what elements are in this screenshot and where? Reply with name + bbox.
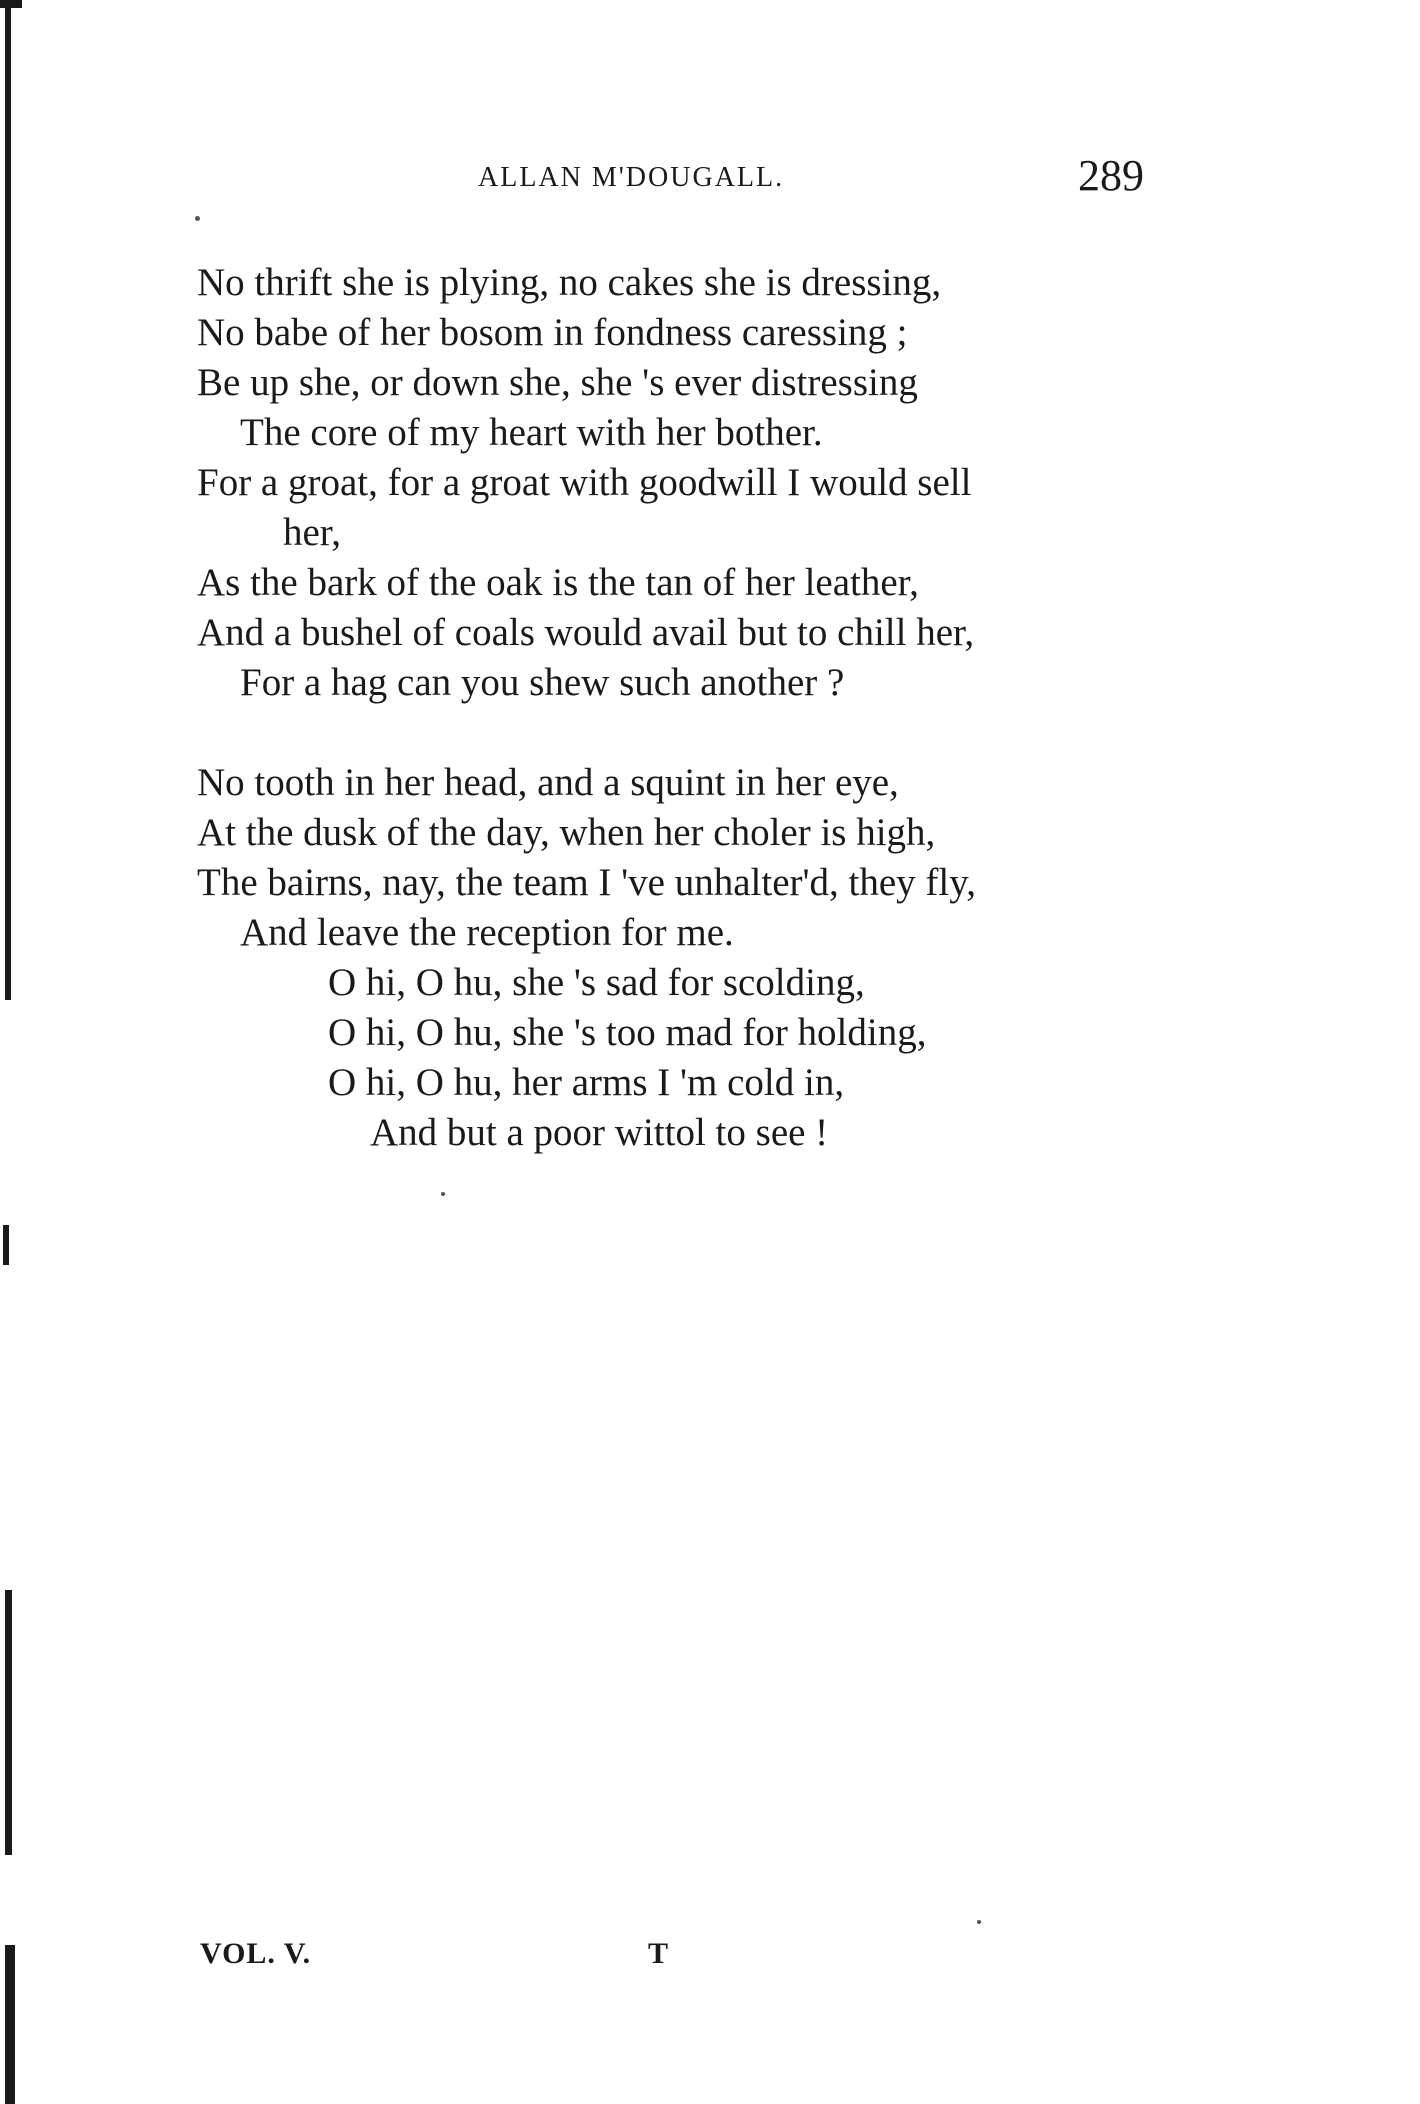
print-speck <box>195 216 200 221</box>
page-number: 289 <box>1078 151 1144 200</box>
binding-edge-mark <box>0 0 22 8</box>
verse-line: And leave the reception for me. <box>240 911 734 954</box>
binding-edge-mark <box>5 1590 12 1855</box>
verse-line: And but a poor wittol to see ! <box>370 1111 829 1154</box>
verse-line: The bairns, nay, the team I 've unhalter'd, they fly, <box>197 861 976 904</box>
print-speck <box>441 1192 445 1196</box>
signature-mark: T <box>648 1937 669 1970</box>
verse-line: No babe of her bosom in fondness caressing ; <box>197 311 908 354</box>
verse-line: No tooth in her head, and a squint in her eye, <box>197 761 899 804</box>
verse-line: No thrift she is plying, no cakes she is dressing, <box>197 261 942 304</box>
binding-edge-mark <box>5 0 11 1000</box>
verse-line: At the dusk of the day, when her choler is high, <box>197 811 936 854</box>
verse-line: her, <box>283 511 341 554</box>
running-head: ALLAN M'DOUGALL. <box>478 162 785 193</box>
verse-line: Be up she, or down she, she 's ever distressing <box>197 361 918 404</box>
verse-line: For a hag can you shew such another ? <box>240 661 845 704</box>
verse-line: The core of my heart with her bother. <box>240 411 823 454</box>
volume-marker: VOL. V. <box>200 1937 312 1970</box>
print-speck <box>977 1920 981 1924</box>
verse-line: And a bushel of coals would avail but to chill her, <box>197 611 975 654</box>
binding-edge-mark <box>5 1945 15 2104</box>
verse-line: For a groat, for a groat with goodwill I would sell <box>197 461 972 504</box>
verse-line: O hi, O hu, she 's too mad for holding, <box>328 1011 927 1054</box>
verse-line: O hi, O hu, she 's sad for scolding, <box>328 961 865 1004</box>
binding-edge-mark <box>3 1225 9 1265</box>
verse-line: O hi, O hu, her arms I 'm cold in, <box>328 1061 845 1104</box>
verse-line: As the bark of the oak is the tan of her leather, <box>197 561 919 604</box>
